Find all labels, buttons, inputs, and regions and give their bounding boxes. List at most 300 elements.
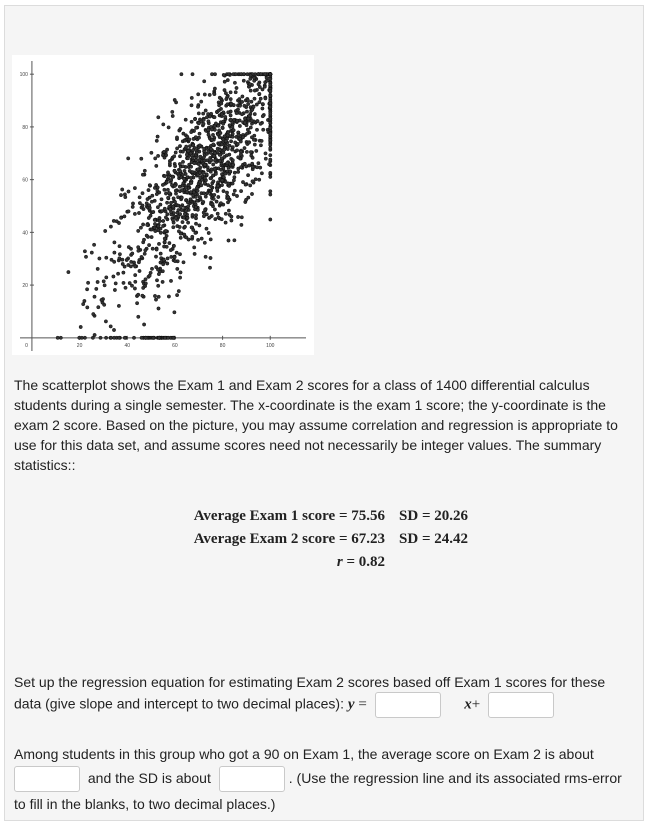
data-point bbox=[144, 336, 147, 339]
data-point bbox=[246, 174, 249, 177]
data-point bbox=[162, 150, 165, 153]
data-point bbox=[210, 138, 213, 141]
data-point bbox=[225, 191, 228, 194]
data-point bbox=[159, 203, 162, 206]
data-point bbox=[169, 248, 172, 251]
data-point bbox=[207, 150, 210, 153]
data-point bbox=[233, 189, 236, 192]
exam2-label: Average Exam 2 score bbox=[193, 531, 336, 547]
data-point bbox=[127, 157, 130, 160]
data-point bbox=[186, 221, 189, 224]
data-point bbox=[269, 117, 272, 120]
data-point bbox=[228, 213, 231, 216]
data-point bbox=[190, 96, 193, 99]
data-point bbox=[225, 154, 228, 157]
data-point bbox=[190, 130, 193, 133]
y-tick-label: 100 bbox=[19, 72, 28, 79]
data-point bbox=[59, 336, 62, 339]
data-point bbox=[129, 265, 132, 268]
data-point bbox=[163, 188, 166, 191]
data-point bbox=[203, 93, 206, 96]
data-point bbox=[235, 149, 238, 152]
data-point bbox=[212, 180, 215, 183]
data-point bbox=[154, 255, 157, 258]
exam2-sd: = 24.42 bbox=[421, 531, 468, 547]
data-point bbox=[104, 320, 107, 323]
data-point bbox=[180, 208, 183, 211]
data-point bbox=[190, 120, 193, 123]
data-point bbox=[182, 216, 185, 219]
data-point bbox=[202, 171, 205, 174]
exam2-mean: = 67.23 bbox=[338, 531, 385, 547]
data-point bbox=[119, 193, 122, 196]
data-point bbox=[207, 231, 210, 234]
sd-input[interactable] bbox=[219, 766, 285, 792]
data-point bbox=[258, 178, 261, 181]
data-point bbox=[238, 104, 241, 107]
data-point bbox=[191, 149, 194, 152]
data-point bbox=[213, 193, 216, 196]
data-point bbox=[240, 223, 243, 226]
exam1-stats bbox=[100, 508, 580, 531]
data-point bbox=[184, 186, 187, 189]
data-point bbox=[217, 216, 220, 219]
data-point bbox=[229, 91, 232, 94]
data-point bbox=[161, 280, 164, 283]
data-point bbox=[92, 243, 95, 246]
data-point bbox=[154, 157, 157, 160]
data-point bbox=[137, 229, 140, 232]
data-point bbox=[202, 112, 205, 115]
y-tick-label: 60 bbox=[22, 177, 28, 184]
data-point bbox=[158, 216, 161, 219]
data-point bbox=[223, 88, 226, 91]
data-point bbox=[226, 78, 229, 81]
data-point bbox=[132, 336, 135, 339]
data-point bbox=[167, 126, 170, 129]
r-label: r bbox=[336, 554, 343, 570]
data-point bbox=[130, 260, 133, 263]
y-tick-label: 80 bbox=[22, 124, 28, 131]
data-point bbox=[86, 306, 89, 309]
data-point bbox=[259, 122, 262, 125]
data-point bbox=[178, 162, 181, 165]
data-point bbox=[242, 79, 245, 82]
data-point bbox=[235, 86, 238, 89]
data-point bbox=[210, 189, 213, 192]
data-point bbox=[213, 87, 216, 90]
data-point bbox=[269, 126, 272, 129]
data-point bbox=[189, 176, 192, 179]
data-point bbox=[153, 294, 156, 297]
data-point bbox=[84, 255, 87, 258]
data-point bbox=[198, 132, 201, 135]
average-exam2-input[interactable] bbox=[14, 766, 80, 792]
data-point bbox=[227, 209, 230, 212]
data-point bbox=[250, 192, 253, 195]
data-point bbox=[232, 129, 235, 132]
data-point bbox=[218, 159, 221, 162]
x-tick-label: 100 bbox=[266, 342, 275, 349]
data-point bbox=[194, 126, 197, 129]
data-point bbox=[202, 156, 205, 159]
data-point bbox=[184, 209, 187, 212]
data-point bbox=[143, 252, 146, 255]
data-point bbox=[197, 136, 200, 139]
data-point bbox=[229, 170, 232, 173]
data-point bbox=[229, 114, 232, 117]
data-point bbox=[150, 235, 153, 238]
x-tick-label: 60 bbox=[172, 342, 178, 349]
data-point bbox=[173, 155, 176, 158]
data-point bbox=[249, 89, 252, 92]
data-point bbox=[269, 105, 272, 108]
data-point bbox=[145, 234, 148, 237]
data-point bbox=[157, 225, 160, 228]
data-point bbox=[197, 93, 200, 96]
data-point bbox=[97, 306, 100, 309]
data-point bbox=[142, 286, 145, 289]
data-point bbox=[179, 236, 182, 239]
data-point bbox=[224, 172, 227, 175]
data-point bbox=[100, 298, 103, 301]
data-point bbox=[118, 257, 121, 260]
data-point bbox=[169, 279, 172, 282]
data-point bbox=[208, 216, 211, 219]
data-point bbox=[144, 282, 147, 285]
data-point bbox=[179, 205, 182, 208]
data-point bbox=[168, 191, 171, 194]
data-point bbox=[196, 189, 199, 192]
data-point bbox=[209, 256, 212, 259]
data-point bbox=[166, 196, 169, 199]
data-point bbox=[249, 74, 252, 77]
data-point bbox=[247, 164, 250, 167]
data-point bbox=[269, 112, 272, 115]
data-point bbox=[171, 218, 174, 221]
data-point bbox=[113, 288, 116, 291]
data-point bbox=[227, 196, 230, 199]
data-point bbox=[171, 110, 174, 113]
data-point bbox=[196, 238, 199, 241]
data-point bbox=[218, 96, 221, 99]
data-point bbox=[104, 336, 107, 339]
data-point bbox=[224, 115, 227, 118]
data-point bbox=[186, 135, 189, 138]
data-point bbox=[167, 175, 170, 178]
data-point bbox=[256, 120, 259, 123]
data-point bbox=[194, 217, 197, 220]
data-point bbox=[213, 73, 216, 76]
data-point bbox=[183, 169, 186, 172]
data-point bbox=[191, 73, 194, 76]
data-point bbox=[254, 178, 257, 181]
data-point bbox=[146, 197, 149, 200]
data-point bbox=[269, 171, 272, 174]
data-point bbox=[142, 238, 145, 241]
data-point bbox=[141, 294, 144, 297]
data-point bbox=[174, 216, 177, 219]
data-point bbox=[213, 116, 216, 119]
data-point bbox=[216, 184, 219, 187]
part1-equals: = bbox=[358, 696, 367, 713]
data-point bbox=[137, 315, 140, 318]
data-point bbox=[184, 118, 187, 121]
data-point bbox=[236, 143, 239, 146]
data-point bbox=[240, 113, 243, 116]
data-point bbox=[213, 159, 216, 162]
data-point bbox=[207, 133, 210, 136]
data-point bbox=[155, 248, 158, 251]
data-point bbox=[189, 198, 192, 201]
data-point bbox=[269, 190, 272, 193]
data-point bbox=[222, 122, 225, 125]
data-point bbox=[192, 137, 195, 140]
data-point bbox=[247, 196, 250, 199]
data-point bbox=[193, 246, 196, 249]
data-point bbox=[148, 184, 151, 187]
data-point bbox=[192, 191, 195, 194]
data-point bbox=[151, 247, 154, 250]
data-point bbox=[185, 153, 188, 156]
data-point bbox=[164, 229, 167, 232]
data-point bbox=[178, 212, 181, 215]
data-point bbox=[137, 293, 140, 296]
data-point bbox=[253, 79, 256, 82]
data-point bbox=[230, 219, 233, 222]
data-point bbox=[260, 172, 263, 175]
data-point bbox=[178, 185, 181, 188]
data-point bbox=[181, 220, 184, 223]
data-point bbox=[179, 271, 182, 274]
data-point bbox=[208, 266, 211, 269]
data-point bbox=[95, 287, 98, 290]
data-point bbox=[103, 284, 106, 287]
data-point bbox=[172, 226, 175, 229]
part1-question bbox=[14, 672, 634, 718]
data-point bbox=[175, 293, 178, 296]
data-point bbox=[269, 175, 272, 178]
data-point bbox=[122, 271, 125, 274]
data-point bbox=[243, 104, 246, 107]
data-point bbox=[246, 102, 249, 105]
data-point bbox=[243, 117, 246, 120]
data-point bbox=[79, 325, 82, 328]
data-point bbox=[200, 184, 203, 187]
data-point bbox=[177, 208, 180, 211]
data-point bbox=[163, 156, 166, 159]
data-point bbox=[155, 164, 158, 167]
data-point bbox=[174, 259, 177, 262]
data-point bbox=[207, 128, 210, 131]
data-point bbox=[92, 312, 95, 315]
data-point bbox=[269, 89, 272, 92]
data-point bbox=[133, 212, 136, 215]
data-point bbox=[141, 223, 144, 226]
data-point bbox=[146, 223, 149, 226]
data-point bbox=[105, 276, 108, 279]
data-point bbox=[197, 122, 200, 125]
data-point bbox=[124, 286, 127, 289]
data-point bbox=[215, 200, 218, 203]
data-point bbox=[233, 239, 236, 242]
data-point bbox=[178, 276, 181, 279]
data-point bbox=[233, 81, 236, 84]
data-point bbox=[155, 265, 158, 268]
slope-input[interactable] bbox=[375, 692, 441, 718]
data-point bbox=[115, 220, 118, 223]
data-point bbox=[269, 154, 272, 157]
data-point bbox=[173, 200, 176, 203]
data-point bbox=[173, 98, 176, 101]
data-point bbox=[175, 147, 178, 150]
data-point bbox=[221, 126, 224, 129]
data-point bbox=[261, 107, 264, 110]
data-point bbox=[169, 208, 172, 211]
data-point bbox=[168, 162, 171, 165]
data-point bbox=[140, 157, 143, 160]
data-point bbox=[123, 215, 126, 218]
data-point bbox=[203, 177, 206, 180]
data-point bbox=[177, 174, 180, 177]
data-point bbox=[200, 100, 203, 103]
data-point bbox=[172, 336, 175, 339]
data-point bbox=[173, 164, 176, 167]
data-point bbox=[193, 252, 196, 255]
data-point bbox=[244, 183, 247, 186]
data-point bbox=[227, 111, 230, 114]
data-point bbox=[161, 183, 164, 186]
data-point bbox=[186, 216, 189, 219]
data-point bbox=[229, 118, 232, 121]
data-point bbox=[269, 132, 272, 135]
data-point bbox=[223, 80, 226, 83]
data-point bbox=[157, 272, 160, 275]
data-point bbox=[122, 281, 125, 284]
data-point bbox=[239, 166, 242, 169]
part1-x: x bbox=[464, 696, 472, 713]
data-point bbox=[155, 279, 158, 282]
data-point bbox=[249, 77, 252, 80]
data-point bbox=[194, 195, 197, 198]
data-point bbox=[208, 93, 211, 96]
data-point bbox=[203, 163, 206, 166]
data-point bbox=[148, 274, 151, 277]
data-point bbox=[232, 179, 235, 182]
data-point bbox=[194, 158, 197, 161]
data-point bbox=[164, 192, 167, 195]
data-point bbox=[251, 165, 254, 168]
data-point bbox=[229, 140, 232, 143]
data-point bbox=[198, 224, 201, 227]
data-point bbox=[264, 73, 267, 76]
data-point bbox=[234, 91, 237, 94]
data-point bbox=[150, 267, 153, 270]
data-point bbox=[104, 229, 107, 232]
data-point bbox=[82, 302, 85, 305]
data-point bbox=[206, 168, 209, 171]
data-point bbox=[182, 261, 185, 264]
data-point bbox=[141, 173, 144, 176]
data-point bbox=[227, 73, 230, 76]
data-point bbox=[259, 144, 262, 147]
part1-plus: + bbox=[471, 696, 481, 713]
data-point bbox=[265, 79, 268, 82]
data-point bbox=[166, 257, 169, 260]
data-point bbox=[193, 118, 196, 121]
data-point bbox=[212, 155, 215, 158]
data-point bbox=[124, 195, 127, 198]
data-point bbox=[247, 141, 250, 144]
data-point bbox=[83, 250, 86, 253]
data-point bbox=[171, 114, 174, 117]
data-point bbox=[253, 97, 256, 100]
data-point bbox=[234, 73, 237, 76]
data-point bbox=[245, 110, 248, 113]
data-point bbox=[249, 150, 252, 153]
data-point bbox=[213, 208, 216, 211]
data-point bbox=[187, 238, 190, 241]
x-tick-label: 80 bbox=[219, 342, 226, 349]
data-point bbox=[236, 119, 239, 122]
data-point bbox=[157, 284, 160, 287]
data-point bbox=[187, 149, 190, 152]
data-point bbox=[133, 186, 136, 189]
data-point bbox=[177, 289, 180, 292]
data-point bbox=[134, 273, 137, 276]
data-point bbox=[182, 132, 185, 135]
data-point bbox=[205, 213, 208, 216]
data-point bbox=[181, 150, 184, 153]
data-point bbox=[99, 336, 102, 339]
data-point bbox=[189, 165, 192, 168]
data-point bbox=[209, 238, 212, 241]
data-point bbox=[128, 281, 131, 284]
data-point bbox=[147, 243, 150, 246]
data-point bbox=[262, 128, 265, 131]
data-point bbox=[232, 193, 235, 196]
data-point bbox=[142, 323, 145, 326]
data-point bbox=[163, 207, 166, 210]
data-point bbox=[195, 199, 198, 202]
data-point bbox=[209, 177, 212, 180]
data-point bbox=[138, 196, 141, 199]
intercept-input[interactable] bbox=[488, 692, 554, 718]
data-point bbox=[159, 252, 162, 255]
data-point bbox=[133, 287, 136, 290]
data-point bbox=[269, 101, 272, 104]
data-point bbox=[157, 295, 160, 298]
data-point bbox=[163, 240, 166, 243]
data-point bbox=[157, 307, 160, 310]
data-point bbox=[202, 147, 205, 150]
data-point bbox=[93, 333, 96, 336]
part2-text-c: . (Use the regression line and its associated rms-error to fill in the blanks, to two decimal places.) bbox=[14, 770, 622, 813]
data-point bbox=[239, 189, 242, 192]
data-point bbox=[140, 336, 143, 339]
data-point bbox=[203, 241, 206, 244]
data-point bbox=[112, 275, 115, 278]
data-point bbox=[157, 336, 160, 339]
data-point bbox=[220, 143, 223, 146]
data-point bbox=[255, 149, 258, 152]
data-point bbox=[219, 202, 222, 205]
data-point bbox=[233, 176, 236, 179]
data-point bbox=[194, 222, 197, 225]
data-point bbox=[211, 202, 214, 205]
data-point bbox=[224, 92, 227, 95]
data-point bbox=[263, 85, 266, 88]
